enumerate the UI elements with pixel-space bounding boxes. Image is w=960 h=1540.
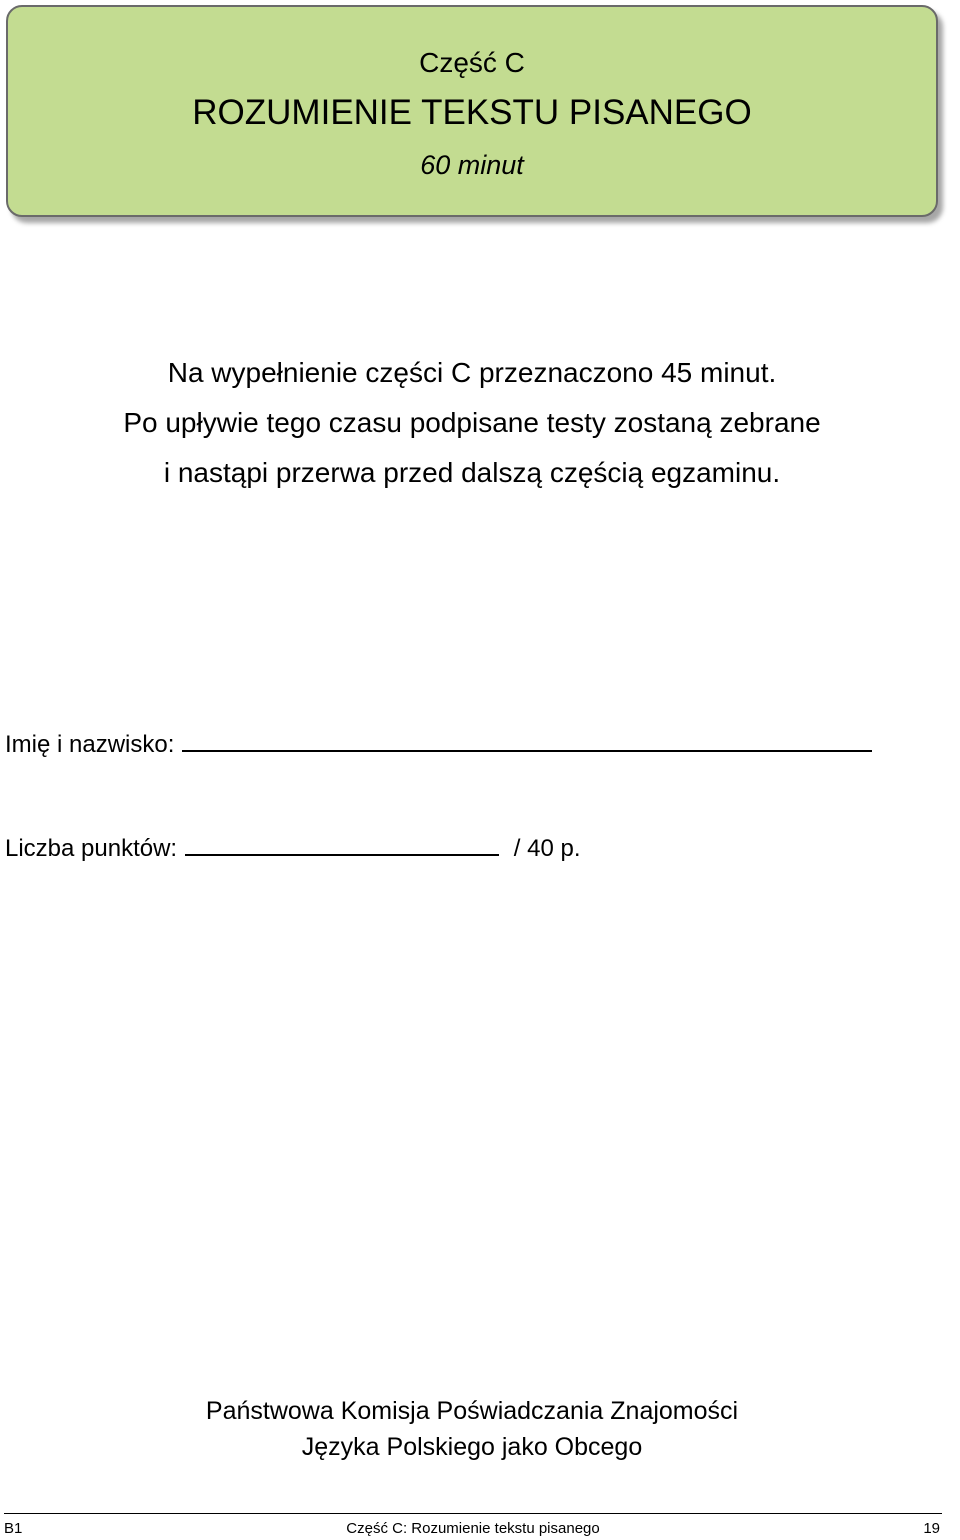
section-header-box (6, 5, 938, 217)
name-field-label: Imię i nazwisko: (5, 731, 175, 758)
points-field-row (5, 834, 581, 864)
instruction-line: Na wypełnienie części C przeznaczono 45 minut. (167, 357, 777, 388)
footer-section-title: Część C: Rozumienie tekstu pisanego (346, 1520, 600, 1537)
points-field-line[interactable] (185, 836, 499, 856)
section-time-limit: 60 minut (420, 150, 524, 180)
instructions-block (0, 348, 944, 498)
points-field-label: Liczba punktów: (5, 835, 178, 862)
name-field-row (5, 730, 872, 760)
instruction-line: Po upływie tego czasu podpisane testy zostaną zebrane (123, 407, 821, 438)
name-field-line[interactable] (182, 732, 872, 752)
organization-name (0, 1393, 944, 1465)
organization-line: Języka Polskiego jako Obcego (301, 1433, 643, 1461)
organization-line: Państwowa Komisja Poświadczania Znajomości (205, 1397, 739, 1425)
instruction-line: i nastąpi przerwa przed dalszą częścią egzaminu. (163, 457, 781, 488)
points-max-label: / 40 p. (513, 835, 581, 862)
section-part-label: Część C (419, 47, 525, 78)
footer-level: B1 (4, 1520, 23, 1537)
section-title: ROZUMIENIE TEKSTU PISANEGO (192, 93, 752, 132)
footer-page-number: 19 (923, 1520, 940, 1537)
page-footer (4, 1513, 942, 1540)
